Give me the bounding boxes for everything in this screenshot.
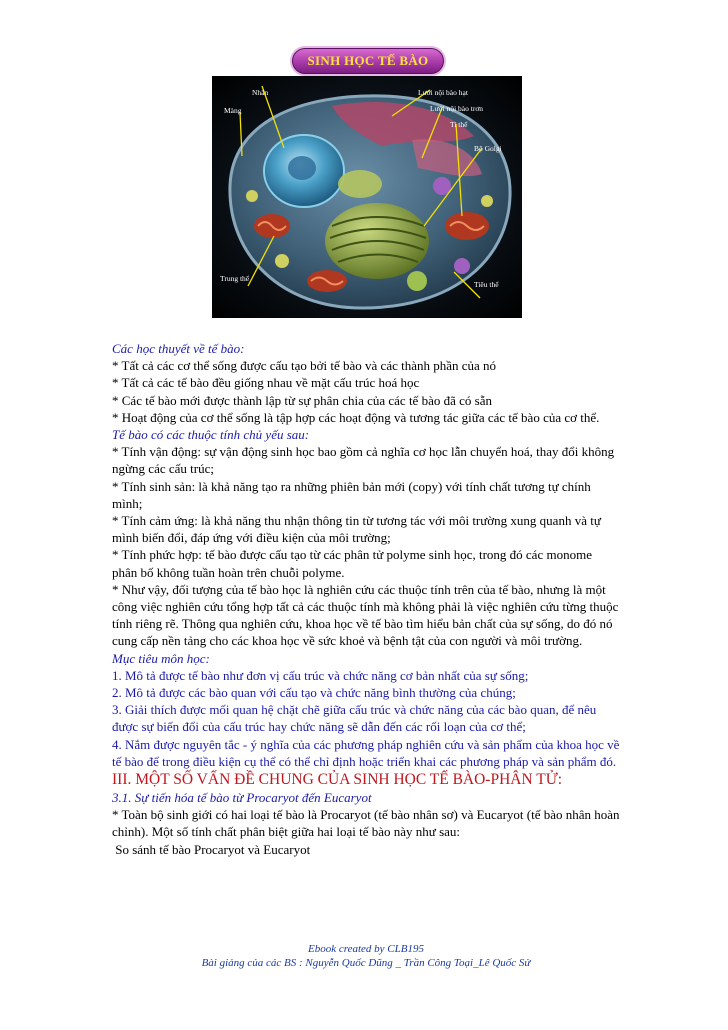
properties-heading: Tế bào có các thuộc tính chủ yếu sau: xyxy=(112,427,310,443)
label-golgi: Bộ Golgi xyxy=(474,144,502,153)
section-3-heading: III. MỘT SỐ VẤN ĐỀ CHUNG CỦA SINH HỌC TẾ BÀO-PHÂN TỬ: xyxy=(112,771,563,789)
objective-item: 3. Giải thích được mối quan hệ chặt chẽ giữa cấu trúc và chức năng của các bào quan, để nêu được sự biến đổi của cấu trúc hay chức năng sẽ dẫn đến các rối loạn của cơ thể; xyxy=(112,702,597,735)
objectives-heading: Mục tiêu môn học: xyxy=(112,650,210,666)
page-footer xyxy=(112,942,620,970)
footer-credit: Ebook created by CLB195 xyxy=(308,943,424,955)
objective-item: 2. Mô tả được các bào quan với cấu tạo và chức năng bình thường của chúng; xyxy=(112,685,516,701)
label-ti-the: Ti thể xyxy=(450,120,468,129)
theories-heading: Các học thuyết về tế bào: xyxy=(112,341,245,356)
label-luoi-tron: Lưới nội bào trơn xyxy=(430,104,484,113)
label-luoi-hat: Lưới nội bào hạt xyxy=(418,88,468,97)
cell-figure xyxy=(212,48,522,318)
figure-title-badge: SINH HỌC TẾ BÀO xyxy=(292,48,444,74)
property-item: * Tính sinh sản: là khả năng tạo ra những phiên bản mới (copy) với tính chất tương tự chính mình; xyxy=(112,478,591,511)
label-trung-the: Trung thể xyxy=(220,274,250,283)
subsection-3-1-heading: 3.1. Sự tiến hóa tế bào từ Procaryot đến Eucaryot xyxy=(112,790,372,806)
theory-item: * Tất cả các cơ thể sống được cấu tạo bởi tế bào và các thành phần của nó xyxy=(112,358,497,374)
label-mang: Màng xyxy=(224,106,242,115)
footer-authors: Bài giảng của các BS : Nguyễn Quốc Dũng _ Trần Công Toại_Lê Quốc Sử xyxy=(201,957,531,969)
property-item: * Tính vận động: sự vận động sinh học bao gồm cả nghĩa cơ học lẫn chuyển hoá, thay đổi không ngừng các cấu trúc; xyxy=(112,444,615,477)
theory-item: * Tất cả các tế bào đều giống nhau về mặt cấu trúc hoá học xyxy=(112,375,420,391)
property-item: * Tính cảm ứng: là khả năng thu nhận thông tin từ tương tác với môi trường xung quanh và tự mình biến đổi, đáp ứng với điều kiện của môi trường; xyxy=(112,513,601,546)
objective-item: 4. Nắm được nguyên tắc - ý nghĩa của các phương pháp nghiên cứu và sản phẩm của khoa học về tế bào để trong điều kiện cụ thể có thể chỉ định hoặc triển khai các phương pháp và sản phẩm đó. xyxy=(112,736,620,769)
objective-item: 1. Mô tả được tế bào như đơn vị cấu trúc và chức năng cơ bản nhất của sự sống; xyxy=(112,667,529,683)
label-tieu-the: Tiêu thể xyxy=(474,280,499,289)
comparison-caption: So sánh tế bào Procaryot và Eucaryot xyxy=(112,841,311,857)
subsection-3-1-text: * Toàn bộ sinh giới có hai loại tế bào là Procaryot (tế bào nhân sơ) và Eucaryot (tế bào nhân hoàn chỉnh). Một số tính chất phân biệt giữa hai loại tế bào này như sau: xyxy=(112,807,620,840)
property-item: * Tính phức hợp: tế bào được cấu tạo từ các phân tử polyme sinh học, trong đó các monome phân bố không tuần hoàn trên chuỗi polyme. xyxy=(112,547,592,580)
property-item: * Như vậy, đối tượng của tế bào học là nghiên cứu các thuộc tính trên của tế bào, nhưng là một công việc nghiên cứu tổng hợp tất cả các thuộc tính mà không phải là việc nghiên cứu từng thuộc tính riêng rẽ. Thông qua nghiên cứu, khoa học về tế bào tìm hiểu bản chất của sự sống, do đó nó cung cấp nền tảng cho các khoa học về sức khoẻ và bệnh tật của con người và môi trường. xyxy=(112,581,619,649)
label-nhan: Nhân xyxy=(252,88,269,97)
main-text xyxy=(112,340,620,858)
theory-item: * Hoạt động của cơ thể sống là tập hợp các hoạt động và tương tác giữa các tế bào của cơ thể. xyxy=(112,409,600,425)
theory-item: * Các tế bào mới được thành lập từ sự phân chia của các tế bào đã có sẵn xyxy=(112,392,492,408)
